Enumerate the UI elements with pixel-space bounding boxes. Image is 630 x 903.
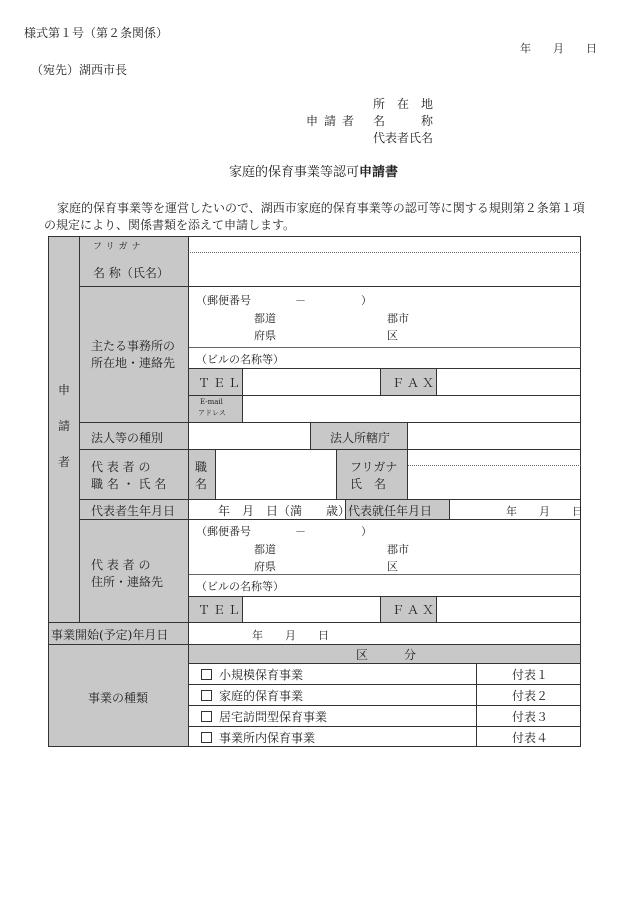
fax-2-input[interactable] (437, 597, 580, 622)
office-label-1: 主たる事務所の (91, 339, 176, 353)
office-label-2: 所在地・連絡先 (91, 356, 176, 370)
rep-addr-label-1: 代 表 者 の (91, 558, 151, 572)
checkbox-icon[interactable] (201, 711, 212, 722)
form-number: 様式第１号（第２条関係） (24, 26, 169, 40)
rep-gun-2: 区 (387, 560, 398, 573)
birth-value: 年 月 日（満 歳） (218, 504, 351, 518)
todofuken-1: 都道 (254, 312, 276, 325)
corp-office-input[interactable] (408, 423, 580, 449)
position-input[interactable] (216, 450, 336, 499)
building-name: （ビルの名称等） (196, 353, 284, 366)
shoku-label: 職 (195, 460, 208, 474)
business-option-1[interactable]: 小規模保育事業 (201, 666, 303, 683)
corp-type-label: 法人等の種別 (91, 431, 164, 445)
business-ref-4: 付表４ (512, 731, 549, 745)
email-input[interactable] (243, 396, 580, 422)
furigana-input[interactable] (189, 237, 580, 252)
rep-label-1: 代 表 者 の (91, 460, 151, 474)
fax-2-label: ＦＡＸ (392, 603, 438, 617)
appointed-label: 代表就任年月日 (348, 504, 433, 518)
fax-label: ＦＡＸ (392, 376, 438, 390)
gun-2: 区 (387, 329, 398, 342)
body-line-2: の規定により、関係書類を添えて申請します。 (44, 218, 296, 232)
gun-1: 郡市 (387, 312, 409, 325)
shimei-label: 氏 名 (350, 477, 387, 491)
rep-todofuken-2: 府県 (254, 560, 276, 573)
name-field-label: 名 称（氏名） (93, 266, 169, 280)
email-label-1: E-mail (200, 398, 223, 406)
furigana-label: フリガナ (93, 242, 145, 252)
corp-type-input[interactable] (189, 423, 310, 449)
start-date-label: 事業開始(予定)年月日 (51, 628, 169, 642)
name-label: 名 称 (373, 114, 434, 128)
rep-addr-label-2: 住所・連絡先 (91, 575, 164, 589)
start-date-value: 年 月 日 (252, 629, 329, 642)
postal-code: （郵便番号 － ） (196, 294, 372, 307)
corp-office-label: 法人所轄庁 (330, 431, 391, 445)
tel-2-label: ＴＥＬ (198, 603, 244, 617)
rep-gun-1: 郡市 (387, 543, 409, 556)
body-line-1: 家庭的保育事業等を運営したいので、湖西市家庭的保育事業等の認可等に関する規則第２条第１項 (57, 201, 585, 215)
appointed-value: 年 月 日 (506, 505, 583, 518)
business-option-3[interactable]: 居宅訪問型保育事業 (201, 708, 327, 725)
business-option-2[interactable]: 家庭的保育事業 (201, 687, 303, 704)
fax-input[interactable] (437, 369, 580, 395)
title-normal: 家庭的保育事業等認可 (229, 165, 360, 180)
rep-name-input[interactable] (408, 450, 580, 499)
rep-building-name: （ビルの名称等） (196, 580, 284, 593)
business-ref-1: 付表１ (512, 668, 549, 682)
checkbox-icon[interactable] (201, 669, 212, 680)
mei-label: 名 (195, 477, 208, 491)
location-label: 所 在 地 (373, 97, 434, 111)
tel-label: ＴＥＬ (198, 376, 244, 390)
addressee: （宛先）湖西市長 (31, 63, 128, 77)
email-label-2: アドレス (198, 409, 226, 417)
furigana-2-label: フリガナ (350, 460, 398, 474)
todofuken-2: 府県 (254, 329, 276, 342)
rep-label-2: 職 名 ・ 氏 名 (91, 477, 167, 491)
applicant-vertical-3: 者 (58, 455, 71, 469)
rep-todofuken-1: 都道 (254, 543, 276, 556)
checkbox-icon[interactable] (201, 690, 212, 701)
applicant-vertical-2: 請 (58, 419, 71, 433)
kubun-header: 区 分 (356, 648, 417, 662)
name-input[interactable] (189, 253, 580, 286)
tel-input[interactable] (243, 369, 379, 395)
tel-2-input[interactable] (243, 597, 379, 622)
rep-postal-code: （郵便番号 － ） (196, 525, 372, 538)
birth-label: 代表者生年月日 (91, 504, 176, 518)
applicant-vertical-1: 申 (58, 383, 71, 397)
business-option-4[interactable]: 事業所内保育事業 (201, 729, 315, 746)
applicant-label: 申請者 (306, 114, 361, 128)
title-bold: 申請書 (359, 165, 399, 180)
date-field: 年 月 日 (520, 42, 597, 55)
kind-label: 事業の種類 (88, 691, 149, 705)
business-ref-3: 付表３ (512, 710, 549, 724)
checkbox-icon[interactable] (201, 732, 212, 743)
business-ref-2: 付表２ (512, 689, 549, 703)
representative-label: 代表者氏名 (373, 131, 434, 145)
